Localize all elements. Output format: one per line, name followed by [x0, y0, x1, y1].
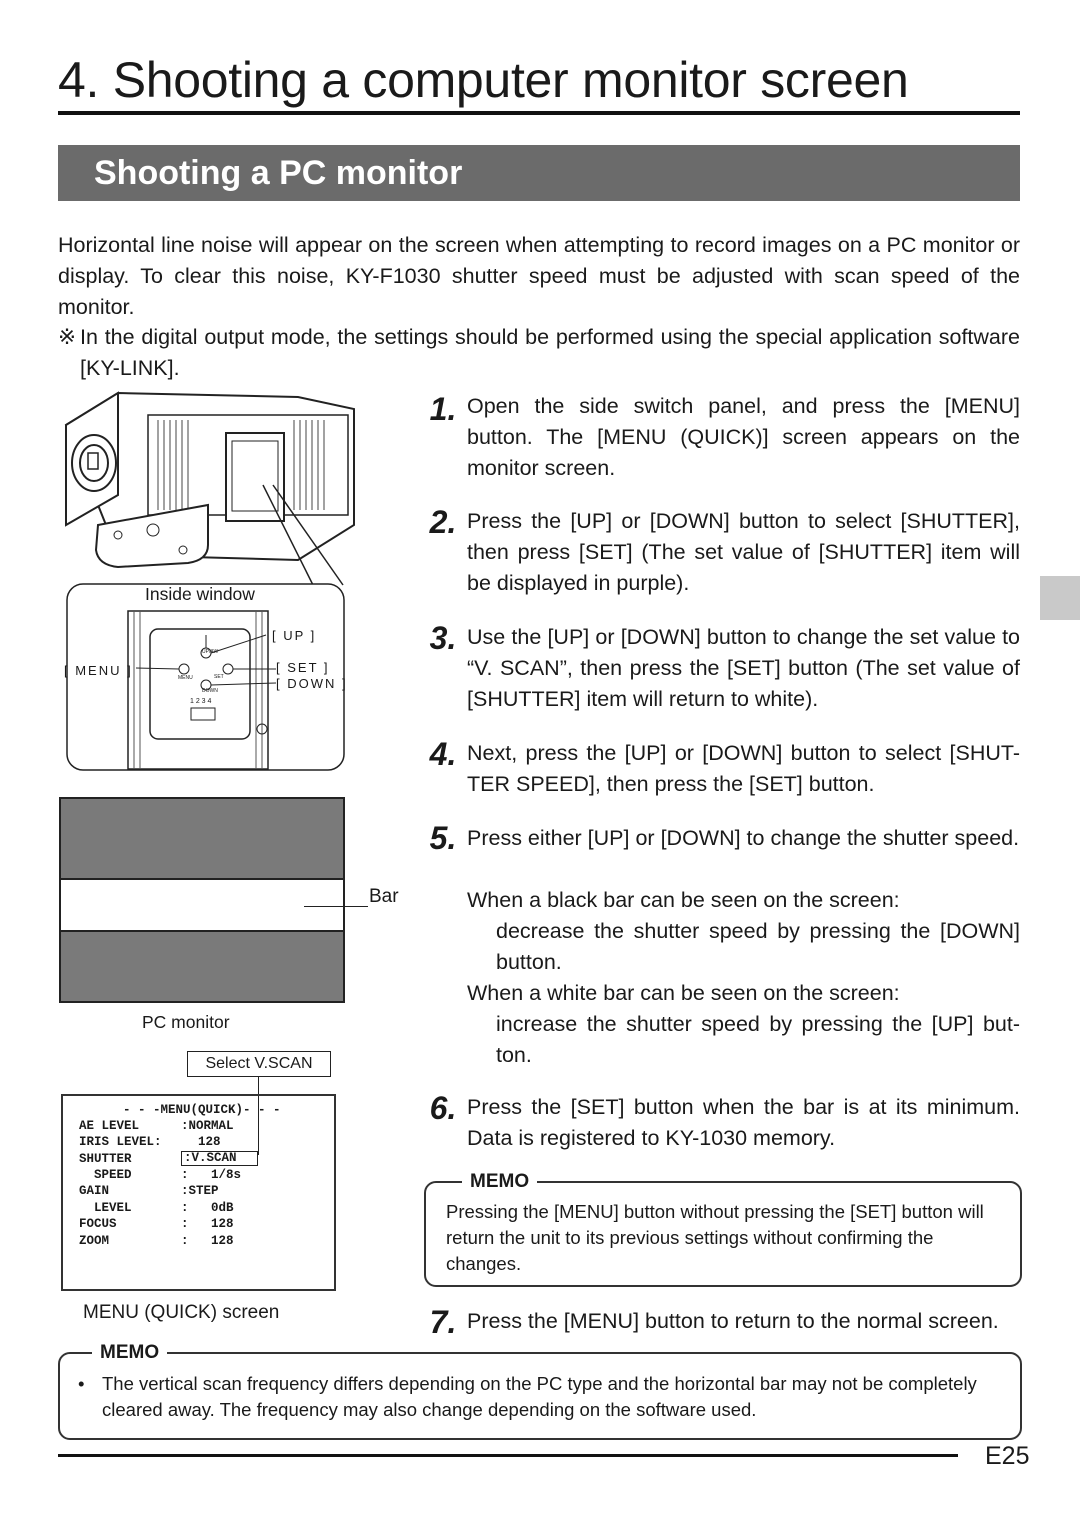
footer-divider — [58, 1454, 958, 1457]
horizontal-bar — [61, 878, 343, 932]
step-text: Press the [MENU] button to return to the normal screen. — [467, 1309, 999, 1333]
pc-monitor-figure — [59, 797, 345, 1003]
label-down: [ DOWN ] — [276, 676, 348, 691]
section-header — [58, 145, 1020, 201]
menu-label: GAIN — [79, 1184, 110, 1198]
step-number: 1. — [429, 391, 457, 427]
step-number: 2. — [429, 504, 457, 540]
step-text: Press either [UP] or [DOWN] to change the shutter speed. — [467, 826, 1020, 850]
select-vscan-callout: Select V.SCAN — [187, 1051, 331, 1077]
label-set: [ SET ] — [276, 660, 330, 675]
menu-label: ZOOM — [79, 1234, 110, 1248]
memo-text: The vertical scan frequency differs depending on the PC type and the horizontal bar may not be completely cleared away. The frequency may also change depending on the software used. — [102, 1373, 977, 1420]
case-action: decrease the shutter speed by pressing the [DOWN] button. — [496, 919, 1020, 974]
bar-label: Bar — [369, 886, 399, 907]
memo-label: MEMO — [92, 1343, 167, 1363]
inside-window-label: Inside window — [145, 584, 255, 604]
panel-down-label: DOWN — [202, 688, 218, 694]
step-number: 5. — [429, 820, 457, 856]
note-mark: ※ — [58, 325, 77, 349]
page-title: 4. Shooting a computer monitor screen — [58, 52, 909, 108]
step-number: 3. — [429, 620, 457, 656]
menu-label: AE LEVEL — [79, 1119, 140, 1133]
menu-value: 128 — [198, 1135, 221, 1149]
case-condition: When a black bar can be seen on the screen: — [467, 888, 900, 912]
memo-text: Pressing the [MENU] button without pressing the [SET] button will return the unit to its previous settings without confirming the changes. — [446, 1201, 984, 1274]
label-menu: [ MENU ] — [64, 663, 133, 678]
menu-label: IRIS LEVEL: — [79, 1135, 162, 1149]
step-number: 7. — [429, 1304, 457, 1340]
camera-illustration — [58, 385, 358, 595]
panel-up-label: UP/AW — [202, 649, 219, 655]
chapter-tab — [1040, 576, 1080, 620]
intro-paragraph: Horizontal line noise will appear on the screen when attempting to record images on a PC monitor or display. To clear this noise, KY-F1030 shutter speed must be adjusted with scan speed of the monitor. — [58, 233, 1020, 319]
panel-dip-label: 1 2 3 4 — [190, 698, 212, 705]
step-text: Press the [UP] or [DOWN] button to select [SHUTTER], then press [SET] (The set value of [SHUTTER] item will be displayed in purple). — [467, 509, 1020, 595]
menu-value: :NORMAL — [181, 1119, 234, 1133]
menu-label: FOCUS — [79, 1217, 117, 1231]
menu-value: : 128 — [181, 1234, 234, 1248]
menu-label: SHUTTER — [79, 1152, 132, 1166]
step-number: 6. — [429, 1090, 457, 1126]
case-action: increase the shutter speed by pressing the [UP] but-ton. — [496, 1012, 1020, 1067]
label-up: [ UP ] — [272, 628, 317, 643]
menu-label: SPEED — [79, 1168, 132, 1182]
menu-header: - - -MENU(QUICK)- - - — [123, 1103, 281, 1117]
memo-bullet: • — [78, 1373, 85, 1394]
case-condition: When a white bar can be seen on the screen: — [467, 981, 900, 1005]
menu-quick-screen — [61, 1094, 336, 1291]
memo-box-inline — [424, 1181, 1022, 1287]
menu-value-highlighted: :V.SCAN — [181, 1151, 258, 1166]
menu-value: : 128 — [181, 1217, 234, 1231]
menu-value: :STEP — [181, 1184, 219, 1198]
note-paragraph: In the digital output mode, the settings should be performed using the special application software [KY-LINK]. — [80, 325, 1020, 380]
page-number: E25 — [985, 1442, 1030, 1470]
title-divider — [58, 111, 1020, 115]
step-number: 4. — [429, 736, 457, 772]
step-text: Open the side switch panel, and press the [MENU] button. The [MENU (QUICK)] screen appears on the monitor screen. — [467, 394, 1020, 480]
bar-leader-line — [304, 906, 368, 907]
step-text: Press the [SET] button when the bar is at its minimum. Data is registered to KY-1030 memory. — [467, 1095, 1020, 1150]
menu-value: : 0dB — [181, 1201, 234, 1215]
panel-set-label: SET — [214, 674, 224, 680]
section-title: Shooting a PC monitor — [94, 154, 463, 192]
menu-value: : 1/8s — [181, 1168, 242, 1182]
memo-box-bottom — [58, 1352, 1022, 1440]
panel-menu-label: MENU — [178, 675, 193, 681]
memo-label: MEMO — [462, 1172, 537, 1192]
menu-screen-caption: MENU (QUICK) screen — [83, 1302, 280, 1323]
step-text: Next, press the [UP] or [DOWN] button to select [SHUT-TER SPEED], then press the [SET] button. — [467, 741, 1020, 796]
step-text: Use the [UP] or [DOWN] button to change the set value to “V. SCAN”, then press the [SET] button (The set value of [SHUTTER] item will return to white). — [467, 625, 1020, 711]
pc-monitor-caption: PC monitor — [142, 1012, 230, 1032]
menu-label: LEVEL — [79, 1201, 132, 1215]
